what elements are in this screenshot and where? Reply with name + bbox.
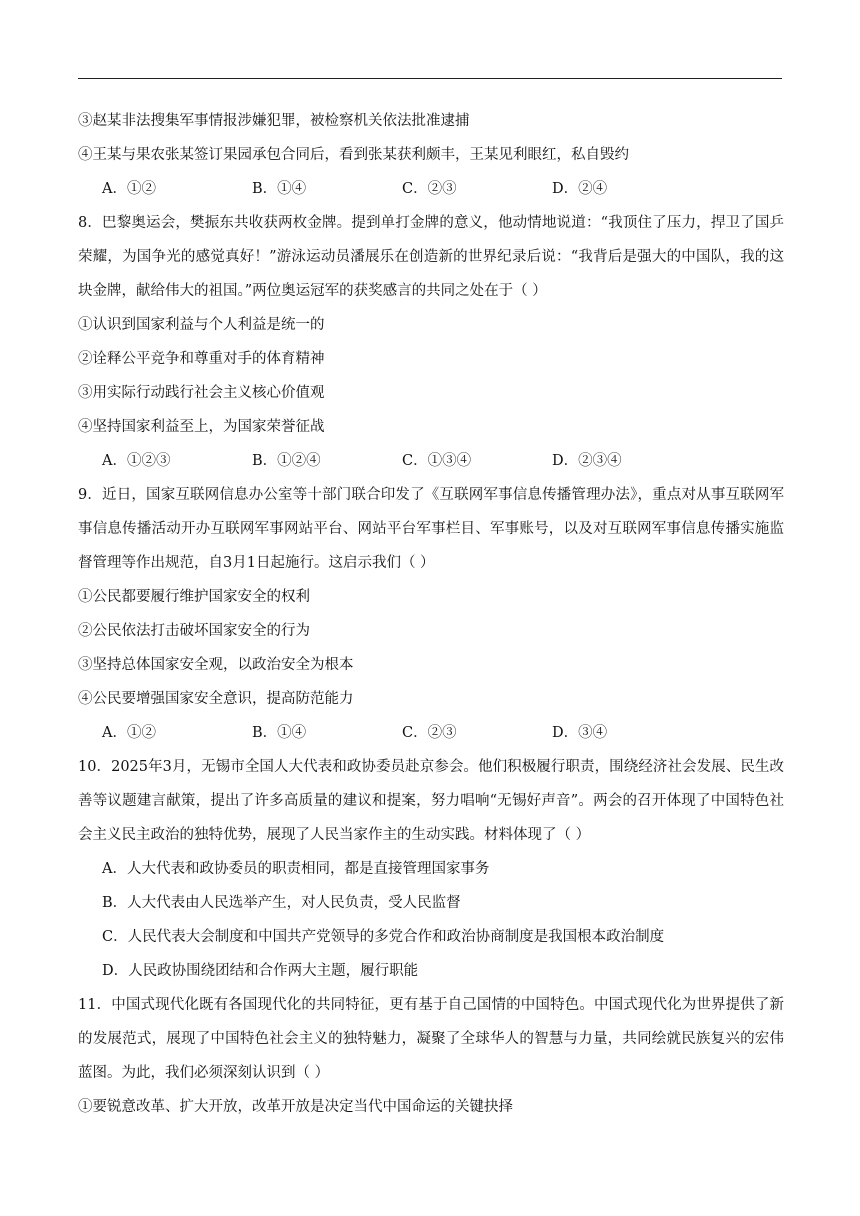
q9-item-1: ①公民都要履行维护国家安全的权利 <box>78 589 310 605</box>
q10-choice-a: A．人大代表和政协委员的职责相同，都是直接管理国家事务 <box>102 861 490 877</box>
q8-item-2: ②诠释公平竞争和尊重对手的体育精神 <box>78 351 325 367</box>
q8-option-b: B．①②④ <box>252 453 321 469</box>
q8-options <box>78 444 784 478</box>
q8-option-a: A．①②③ <box>102 453 171 469</box>
q8-item-4: ④坚持国家利益至上，为国家荣誉征战 <box>78 419 325 435</box>
q7-item-3: ③赵某非法搜集军事情报涉嫌犯罪，被检察机关依法批准逮捕 <box>78 113 470 129</box>
q7-options <box>78 172 784 206</box>
q7-option-c: C．②③ <box>402 181 457 197</box>
q9-item-4: ④公民要增强国家安全意识，提高防范能力 <box>78 691 354 707</box>
header-rule <box>78 78 782 79</box>
q9-stem: 9．近日，国家互联网信息办公室等十部门联合印发了《互联网军事信息传播管理办法》，重点对从事互联网军事信息传播活动开办互联网军事网站平台、网站平台军事栏目、军事账号，以及对互联网军事信息传播实施监督管理等作出规范，自3月1日起施行。这启示我们（ ） <box>78 487 784 571</box>
q9-option-a: A．①② <box>102 725 156 741</box>
q11-item-1: ①要锐意改革、扩大开放，改革开放是决定当代中国命运的关键抉择 <box>78 1099 513 1115</box>
q7-item-4: ④王某与果农张某签订果园承包合同后，看到张某获利颇丰，王某见利眼红，私自毁约 <box>78 147 629 163</box>
q10-choice-b: B．人大代表由人民选举产生，对人民负责，受人民监督 <box>102 895 461 911</box>
q11-stem: 11．中国式现代化既有各国现代化的共同特征，更有基于自己国情的中国特色。中国式现代化为世界提供了新的发展范式，展现了中国特色社会主义的独特魅力，凝聚了全球华人的智慧与力量，共同绘就民族复兴的宏伟蓝图。为此，我们必须深刻认识到（ ） <box>78 997 784 1081</box>
document-body <box>78 104 784 1124</box>
q9-option-c: C．②③ <box>402 725 457 741</box>
q9-item-2: ②公民依法打击破坏国家安全的行为 <box>78 623 310 639</box>
q8-option-d: D．②③④ <box>552 453 622 469</box>
q8-option-c: C．①③④ <box>402 453 472 469</box>
q7-option-a: A．①② <box>102 181 156 197</box>
q10-stem: 10．2025年3月，无锡市全国人大代表和政协委员赴京参会。他们积极履行职责，围绕经济社会发展、民生改善等议题建言献策，提出了许多高质量的建议和提案，努力唱响“无锡好声音”。两会的召开体现了中国特色社会主义民主政治的独特优势，展现了人民当家作主的生动实践。材料体现了（ ） <box>78 759 784 843</box>
q7-option-b: B．①④ <box>252 181 307 197</box>
q8-item-1: ①认识到国家利益与个人利益是统一的 <box>78 317 325 333</box>
q9-option-b: B．①④ <box>252 725 307 741</box>
q9-item-3: ③坚持总体国家安全观，以政治安全为根本 <box>78 657 354 673</box>
q7-option-d: D．②④ <box>552 181 608 197</box>
q8-stem: 8．巴黎奥运会，樊振东共收获两枚金牌。提到单打金牌的意义，他动情地说道：“我顶住了压力，捍卫了国乒荣耀，为国争光的感觉真好！”游泳运动员潘展乐在创造新的世界纪录后说：“我背后是强大的中国队，我的这块金牌，献给伟大的祖国。”两位奥运冠军的获奖感言的共同之处在于（ ） <box>78 215 784 299</box>
q9-options <box>78 716 784 750</box>
q10-choice-d: D．人民政协围绕团结和合作两大主题，履行职能 <box>102 963 419 979</box>
q9-option-d: D．③④ <box>552 725 608 741</box>
q10-choice-c: C．人民代表大会制度和中国共产党领导的多党合作和政治协商制度是我国根本政治制度 <box>102 929 665 945</box>
q8-item-3: ③用实际行动践行社会主义核心价值观 <box>78 385 325 401</box>
